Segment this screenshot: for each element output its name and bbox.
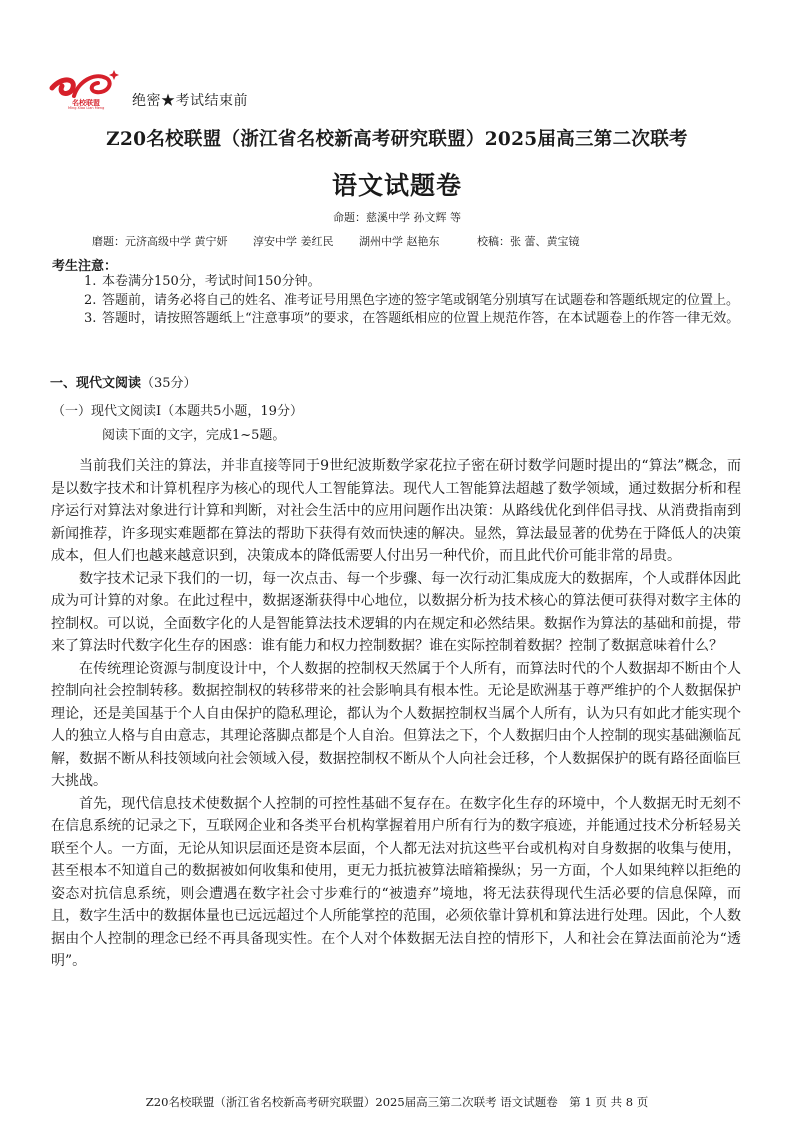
notice-item — [84, 292, 744, 311]
page-footer: Z20名校联盟（浙江省名校新高考研究联盟）2025届高三第二次联考 语文试题卷 第 1 页 共 8 页 — [145, 1095, 649, 1109]
notice-item — [84, 273, 744, 292]
reading-instruction: 阅读下面的文字，完成1~5题。 — [102, 428, 286, 443]
notice-item-text: 答题时，请按照答题纸上“注意事项”的要求，在答题纸相应的位置上规范作答，在本试题卷上的作答一律无效。 — [102, 311, 740, 326]
question-setter: 命题：慈溪中学 孙文辉 等 — [333, 211, 461, 224]
notice-item-number: 3. — [84, 311, 97, 326]
notice-item-number: 1. — [84, 274, 97, 289]
subsection-heading: （一）现代文阅读Ⅰ（本题共5小题，19分） — [52, 404, 303, 419]
notice-item-number: 2. — [84, 292, 97, 308]
exam-title: Z20名校联盟（浙江省名校新高考研究联盟）2025届高三第二次联考 — [106, 129, 688, 150]
reading-passage — [51, 455, 741, 973]
reviewer-3: 湖州中学 赵艳东 — [359, 235, 440, 248]
passage-paragraph: 数字技术记录下我们的一切，每一次点击、每一个步骤、每一次行动汇集成庞大的数据库，个人或群体因此成为可计算的对象。在此过程中，数据逐渐获得中心地位，以数据分析为技术核心的算法便可获得对数字主体的控制权。可以说，全面数字化的人是智能算法技术逻辑的内在规定和必然结果。数据作为算法的基础和前提，带来了算法时代数字化生存的困惑：谁有能力和权力控制数据？谁在实际控制着数据？控制了数据意味着什么？ — [51, 570, 741, 654]
reviewers-line — [92, 233, 602, 249]
passage-paragraph: 在传统理论资源与制度设计中，个人数据的控制权天然属于个人所有，而算法时代的个人数据却不断由个人控制向社会控制转移。数据控制权的转移带来的社会影响具有根本性。无论是欧洲基于尊严维护的个人数据保护理论，还是美国基于个人自由保护的隐私理论，都认为个人数据控制权当属个人所有，认为只有如此才能实现个人的独立人格与自由意志，其理论落脚点都是个人自治。但算法之下，个人数据归由个人控制的现实基础濒临瓦解，数据不断从科技领域向社会领域入侵，数据控制权不断从个人向社会迁移，个人数据保护的既有路径面临巨大挑战。 — [51, 660, 741, 789]
paper-title: 语文试题卷 — [331, 171, 462, 200]
reviewer-2: 淳安中学 姜红民 — [253, 235, 334, 248]
notice-item — [84, 310, 744, 329]
logo-label: 名校联盟 — [72, 99, 100, 107]
section-heading — [50, 372, 197, 391]
reviewer-1: 磨题：元济高级中学 黄宁妍 — [92, 235, 228, 248]
passage-paragraph: 当前我们关注的算法，并非直接等同于9世纪波斯数学家花拉子密在研讨数学问题时提出的“算法”概念，而是以数字技术和计算机程序为核心的现代人工智能算法。现代人工智能算法超越了数学领域，通过数据分析和程序运行对算法对象进行计算和判断，对社会生活中的应用问题作出决策：从路线优化到伴侣寻找、从消费指南到新闻推荐，许多现实难题都在算法的帮助下获得有效而快速的解决。显然，算法最显著的优势在于降低人的决策成本，但人们也越来越意识到，决策成本的降低需要人付出另一种代价，而且此代价可能非常的昂贵。 — [51, 458, 741, 564]
notice-item-text: 答题前，请务必将自己的姓名、准考证号用黑色字迹的签字笔或钢笔分别填写在试题卷和答题纸规定的位置上。 — [102, 292, 740, 308]
notice-heading: 考生注意： — [52, 259, 118, 274]
section-title: 一、现代文阅读 — [50, 376, 142, 391]
logo-sublabel: Ming Xiao Lian Meng — [68, 106, 105, 110]
confidential-label: 绝密★考试结束前 — [132, 93, 248, 109]
section-points: （35分） — [141, 376, 197, 391]
notice-list — [84, 273, 744, 329]
alliance-logo — [48, 66, 126, 112]
proofreaders: 校稿：张 蕾、黄宝镜 — [477, 235, 580, 248]
passage-paragraph: 首先，现代信息技术使数据个人控制的可控性基础不复存在。在数字化生存的环境中，个人数据无时无刻不在信息系统的记录之下，互联网企业和各类平台机构掌握着用户所有行为的数字痕迹，并能通过技术分析轻易关联至个人。一方面，无论从知识层面还是资本层面，个人都无法对抗这些平台或机构对自身数据的收集与使用，甚至根本不知道自己的数据被如何收集和使用，更无力抵抗被算法暗箱操纵；另一方面，个人如果纯粹以拒绝的姿态对抗信息系统，则会遭遇在数字社会寸步难行的“被遗弃”境地，将无法获得现代生活必要的信息保障，而且，数字生活中的数据体量也已远远超过个人所能掌控的范围，必须依靠计算机和算法进行处理。因此，个人数据由个人控制的理念已经不再具备现实性。在个人对个体数据无法自控的情形下，人和社会在算法面前沦为“透明”。 — [51, 795, 741, 969]
notice-item-text: 本卷满分150分，考试时间150分钟。 — [102, 274, 321, 289]
